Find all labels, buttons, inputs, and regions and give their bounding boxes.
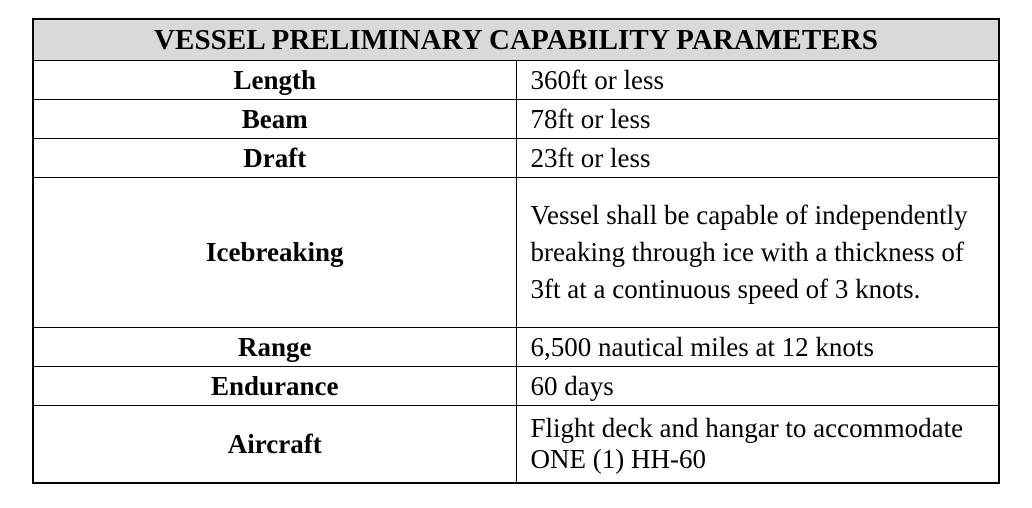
row-value-range: 6,500 nautical miles at 12 knots [516,328,999,367]
table-title: VESSEL PRELIMINARY CAPABILITY PARAMETERS [33,19,999,61]
capability-parameters-table [32,18,1000,484]
table-row-endurance [33,367,999,406]
row-label-endurance: Endurance [33,367,516,406]
table-row-range [33,328,999,367]
row-value-length: 360ft or less [516,61,999,100]
table-row-icebreaking [33,178,999,328]
capability-table-container [32,18,1000,484]
table-header-row [33,19,999,61]
row-label-draft: Draft [33,139,516,178]
row-label-icebreaking: Icebreaking [33,178,516,328]
table-row-draft [33,139,999,178]
row-value-endurance: 60 days [516,367,999,406]
table-row-length [33,61,999,100]
row-label-beam: Beam [33,100,516,139]
row-value-draft: 23ft or less [516,139,999,178]
row-label-aircraft: Aircraft [33,406,516,484]
table-row-aircraft [33,406,999,484]
row-value-aircraft: Flight deck and hangar to accommodate ONE (1) HH-60 [516,406,999,484]
table-row-beam [33,100,999,139]
row-label-length: Length [33,61,516,100]
row-label-range: Range [33,328,516,367]
row-value-icebreaking: Vessel shall be capable of independently breaking through ice with a thickness of 3ft at a continuous speed of 3 knots. [516,178,999,328]
row-value-beam: 78ft or less [516,100,999,139]
